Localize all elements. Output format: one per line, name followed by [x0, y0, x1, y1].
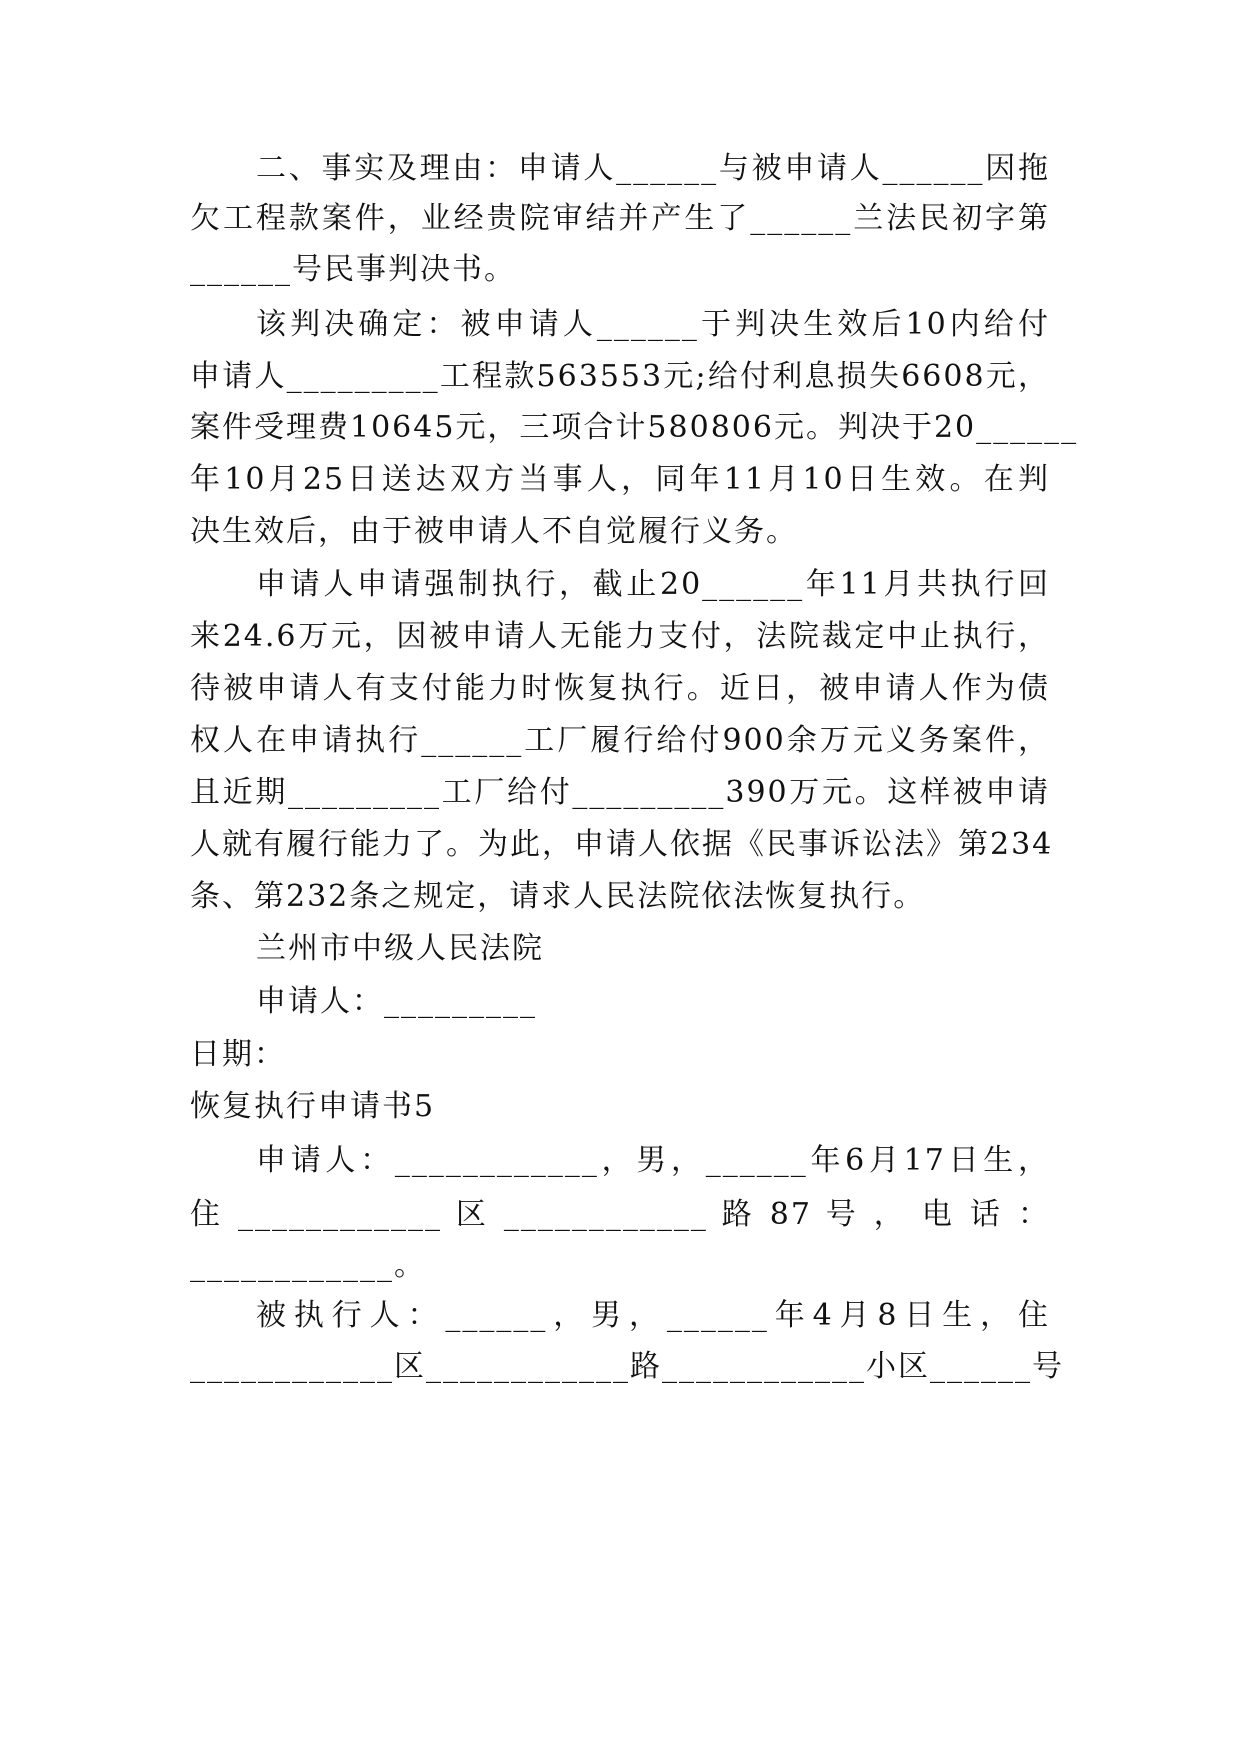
- paragraph-judgment-line-3: 案件受理费10645元，三项合计580806元。判决于20______: [190, 410, 1079, 445]
- respondent-info-line-1: 被执行人：______，男，______年4月8日生，住: [256, 1298, 1050, 1333]
- date-label: 日期：: [190, 1037, 286, 1072]
- paragraph-enforcement-line-7: 条、第232条之规定，请求人民法院依法恢复执行。: [190, 879, 926, 914]
- paragraph-facts-line-2: 欠工程款案件，业经贵院审结并产生了______兰法民初字第: [190, 201, 1050, 236]
- section-title: 恢复执行申请书5: [190, 1089, 436, 1124]
- paragraph-enforcement-line-5: 且近期_________工厂给付_________390万元。这样被申请: [190, 775, 1050, 810]
- respondent-info-line-2: ____________区____________路____________小区______号: [190, 1349, 1064, 1384]
- applicant-signature: 申请人：_________: [256, 984, 537, 1019]
- paragraph-judgment-line-5: 决生效后，由于被申请人不自觉履行义务。: [190, 514, 798, 549]
- paragraph-judgment-line-2: 申请人_________工程款563553元;给付利息损失6608元，: [190, 359, 1050, 394]
- paragraph-enforcement-line-6: 人就有履行能力了。为此，申请人依据《民事诉讼法》第234: [190, 827, 1054, 862]
- paragraph-facts-line-3: ______号民事判决书。: [190, 252, 516, 287]
- applicant-info-line-3: ____________。: [190, 1248, 426, 1283]
- paragraph-judgment-line-1: 该判决确定：被申请人______于判决生效后10内给付: [256, 307, 1050, 342]
- paragraph-enforcement-line-4: 权人在申请执行______工厂履行给付900余万元义务案件，: [190, 723, 1050, 758]
- paragraph-enforcement-line-2: 来24.6万元，因被申请人无能力支付，法院裁定中止执行，: [190, 619, 1050, 654]
- paragraph-judgment-line-4: 年10月25日送达双方当事人，同年11月10日生效。在判: [190, 462, 1050, 497]
- paragraph-enforcement-line-1: 申请人申请强制执行，截止20______年11月共执行回: [256, 567, 1050, 602]
- paragraph-enforcement-line-3: 待被申请人有支付能力时恢复执行。近日，被申请人作为债: [190, 671, 1050, 706]
- court-name: 兰州市中级人民法院: [256, 931, 544, 966]
- paragraph-facts-line-1: 二、事实及理由：申请人______与被申请人______因拖: [256, 151, 1050, 186]
- applicant-info-line-2: 住 ____________ 区 ____________ 路 87 号 ， 电 话 ：: [190, 1197, 1050, 1232]
- applicant-info-line-1: 申请人：____________，男，______年6月17日生，: [256, 1143, 1050, 1178]
